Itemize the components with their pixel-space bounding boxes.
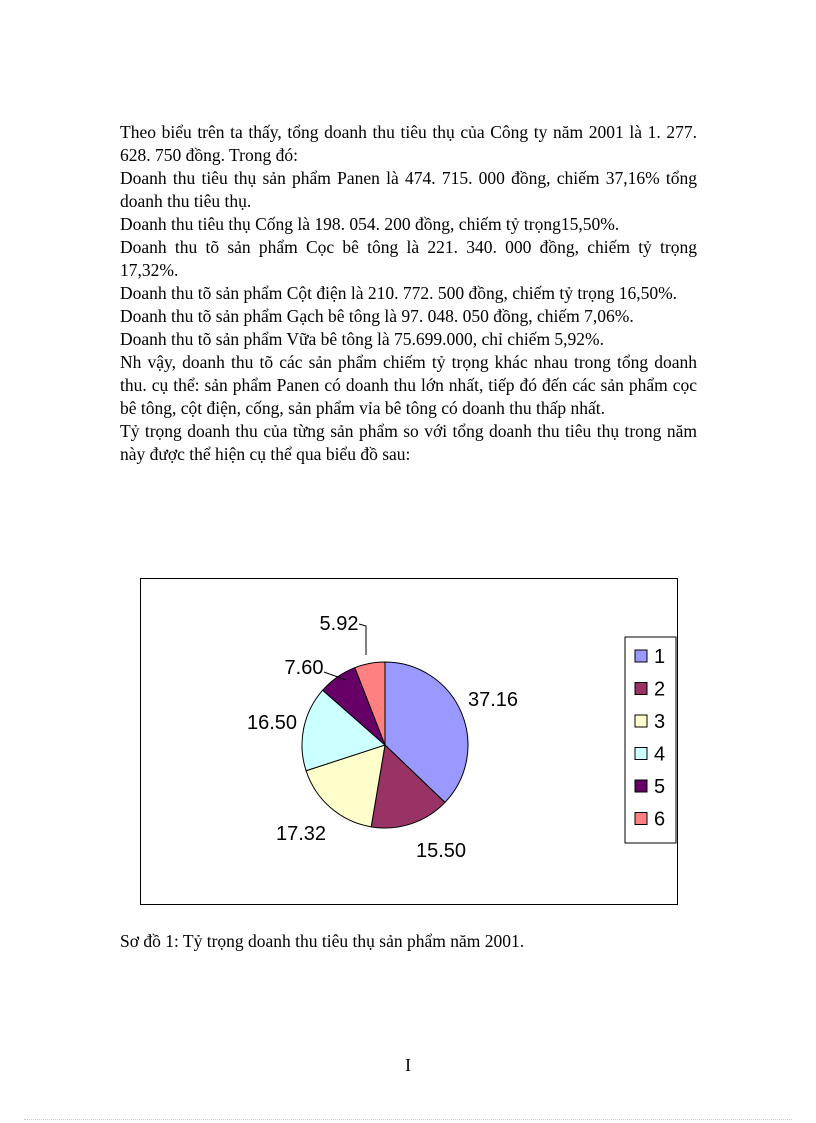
data-label-1: 37.16 [467,689,519,711]
leader-line-6 [359,624,366,655]
paragraph-vua-be-tong: Doanh thu tõ sản phẩm Vữa bê tông là 75.699.000, chỉ chiếm 5,92%. [120,329,605,349]
paragraph-chart-intro: Tỷ trọng doanh thu của từng sản phẩm so với tổng doanh thu tiêu thụ trong năm này được thể hiện cụ thể qua biểu đồ sau: [120,421,697,464]
data-label-5: 7.60 [284,657,324,679]
data-label-4: 16.50 [246,712,298,734]
legend-swatch-1 [635,650,647,662]
data-label-6: 5.92 [319,613,359,635]
legend-label-5: 5 [654,776,666,798]
page-divider [24,1119,792,1120]
paragraph-coc-be-tong: Doanh thu tõ sản phẩm Cọc bê tông là 221. 340. 000 đồng, chiếm tỷ trọng 17,32%. [120,237,697,280]
paragraph-gach-be-tong: Doanh thu tõ sản phẩm Gạch bê tông là 97. 048. 050 đồng, chiếm 7,06%. [120,306,634,326]
legend-swatch-6 [635,813,647,825]
paragraph-cong: Doanh thu tiêu thụ Cống là 198. 054. 200 đồng, chiếm tỷ trọng15,50%. [120,214,620,234]
legend-swatch-3 [635,715,647,727]
paragraph-intro: Theo biểu trên ta thấy, tổng doanh thu tiêu thụ của Công ty năm 2001 là 1. 277. 628. 750 đồng. Trong đó: [120,122,697,165]
legend-swatch-4 [635,748,647,760]
legend-label-2: 2 [654,678,666,701]
body-text [120,121,697,466]
paragraph-summary: Nh vậy, doanh thu tõ các sản phẩm chiếm tỷ trọng khác nhau trong tổng doanh thu. cụ thể: sản phẩm Panen có doanh thu lớn nhất, tiếp đó đến các sản phẩm cọc bê tông, cột điện, cống, sản phẩm vỉa bê tông có doanh thu thấp nhất. [120,352,697,418]
page-number: I [405,1055,411,1075]
legend-label-6: 6 [654,808,666,831]
figure-caption: Sơ đồ 1: Tỷ trọng doanh thu tiêu thụ sản phẩm năm 2001. [120,931,525,951]
pie-chart-frame [140,578,678,905]
legend-label-3: 3 [654,711,666,733]
paragraph-cot-dien: Doanh thu tõ sản phẩm Cột điện là 210. 772. 500 đồng, chiếm tỷ trọng 16,50%. [120,283,678,303]
paragraph-panen: Doanh thu tiêu thụ sản phẩm Panen là 474. 715. 000 đồng, chiếm 37,16% tổng doanh thu tiêu thụ. [120,168,697,211]
legend-box [625,637,676,843]
data-label-2: 15.50 [415,840,467,862]
data-label-3: 17.32 [275,823,327,845]
legend-label-4: 4 [654,743,666,766]
legend-swatch-5 [635,780,647,792]
legend-label-1: 1 [654,646,666,668]
pie-chart [141,579,677,904]
legend-swatch-2 [635,683,647,695]
